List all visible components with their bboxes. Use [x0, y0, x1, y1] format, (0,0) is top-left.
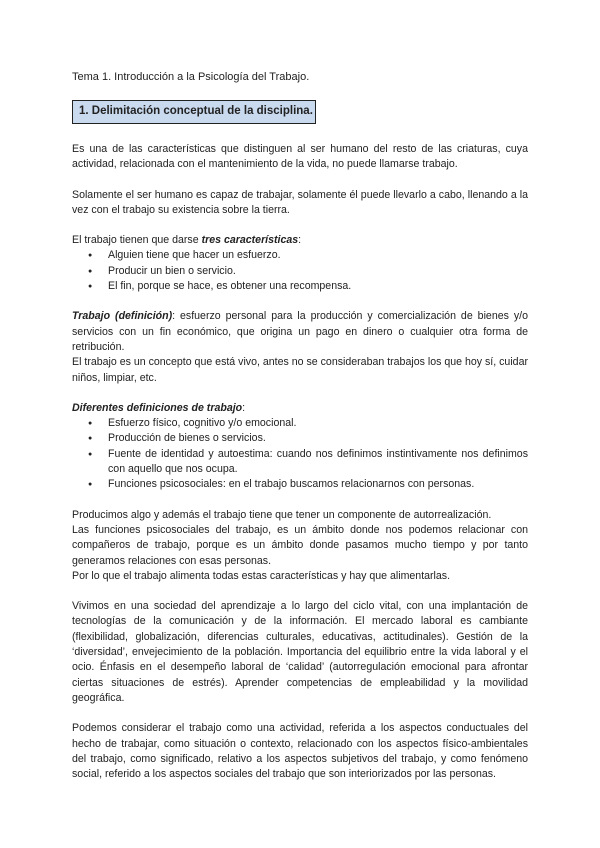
definitions-label-end: :: [242, 401, 246, 414]
list-item: ● El fin, porque se hace, es obtener una recompensa.: [108, 279, 528, 294]
list-item: ● Alguien tiene que hacer un esfuerzo.: [108, 248, 528, 263]
list-item: ● Esfuerzo físico, cognitivo y/o emocional.: [108, 416, 528, 431]
document-title: Tema 1. Introducción a la Psicología del Trabajo.: [72, 71, 310, 83]
characteristics-list: [72, 248, 528, 294]
characteristics-emphasis: tres características: [201, 234, 299, 247]
definitions-list: [72, 416, 528, 492]
characteristics-intro-end: :: [298, 234, 302, 247]
list-item: ● Producción de bienes o servicios.: [108, 431, 528, 446]
list-item: ● Producir un bien o servicio.: [108, 264, 528, 279]
definitions-label: Diferentes definiciones de trabajo: [72, 401, 243, 414]
paragraph-society: Vivimos en una sociedad del aprendizaje a lo largo del ciclo vital, con una implantación de tecnologías de la comunicación y de la información. El mercado laboral es cambiante (flexibilidad, globalización, diferencias culturales, educativas, actitudinales). Gestión de la ‘diversidad’, envejecimiento de la población. Importancia del equilibrio entre la vida laboral y el ocio. Énfasis en el desempeño laboral de ‘calidad’ (autorregulación emocional para afrontar ciertas situaciones de estrés). Aprender competencias de empleabilidad y la movilidad geográfica.: [72, 600, 528, 704]
paragraph-psychosocial: Las funciones psicosociales del trabajo, es un ámbito donde nos podemos relacionar con compañeros de trabajo, porque es un ámbito donde pasamos mucho tiempo y por tanto generamos relaciones con esas personas.: [72, 523, 528, 567]
definition-extra: El trabajo es un concepto que está vivo, antes no se consideraban trabajos los que hoy sí, cuidar niños, limpiar, etc.: [72, 356, 528, 384]
list-item: ● Funciones psicosociales: en el trabajo buscamos relacionarnos con personas.: [108, 477, 528, 492]
paragraph-self-realization: Producimos algo y además el trabajo tiene que tener un componente de autorrealización.: [72, 508, 492, 521]
paragraph-intro: Es una de las características que distinguen al ser humano del resto de las criaturas, cuya actividad, relacionada con el mantenimiento de la vida, no puede llamarse trabajo.: [72, 143, 528, 171]
section-heading: 1. Delimitación conceptual de la disciplina.: [72, 100, 316, 124]
definition-text: : esfuerzo personal para la producción y comercialización de bienes y/o servicios con un fin económico, que origina un pago en dinero o cualquier otra forma de retribución.: [72, 310, 528, 353]
document-page: [72, 70, 528, 782]
definition-paragraph: [72, 309, 528, 355]
characteristics-intro-text: El trabajo tienen que darse: [72, 234, 202, 247]
paragraph-consider: Podemos considerar el trabajo como una actividad, referida a los aspectos conductuales del hecho de trabajar, como situación o contexto, relacionado con los aspectos físico-ambientales del trabajo, como significado, relativo a los aspectos subjetivos del trabajo, y como fenómeno social, referido a los aspectos sociales del trabajo que son interiorizados por las personas.: [72, 722, 528, 781]
definitions-heading: [72, 401, 528, 416]
characteristics-intro: [72, 233, 528, 248]
paragraph-feed: Por lo que el trabajo alimenta todas estas características y hay que alimentarlas.: [72, 569, 451, 582]
paragraph-human: Solamente el ser humano es capaz de trabajar, solamente él puede llevarlo a cabo, llenando a la vez con el trabajo su existencia sobre la tierra.: [72, 188, 528, 216]
definition-label: Trabajo (definición): [72, 310, 173, 323]
list-item: ● Fuente de identidad y autoestima: cuando nos definimos instintivamente nos definimos con aquello que nos ocupa.: [108, 447, 528, 478]
